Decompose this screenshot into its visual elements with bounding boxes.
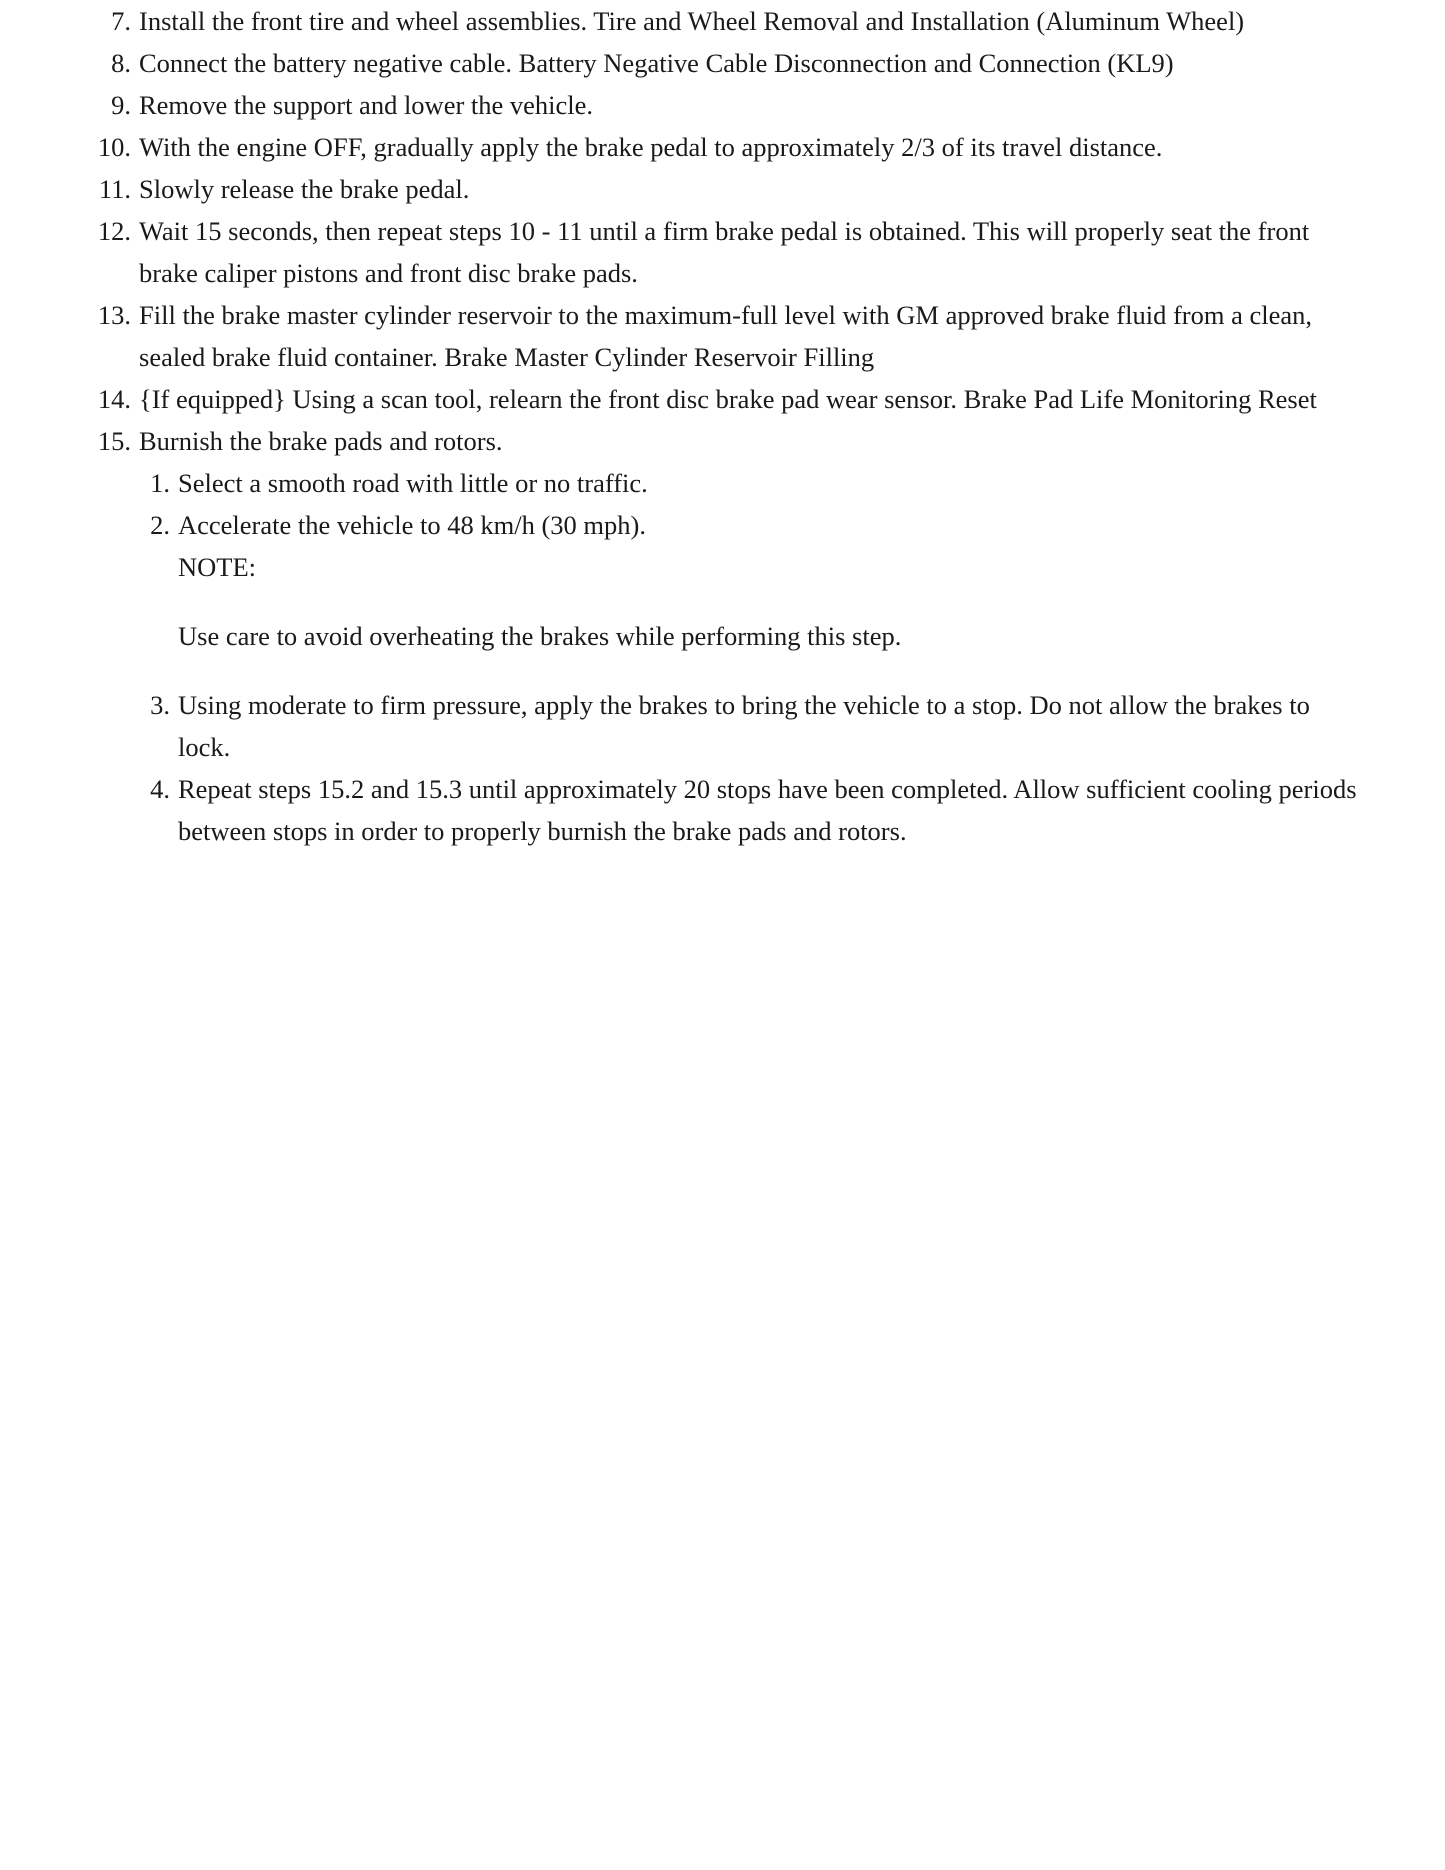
step-text: Remove the support and lower the vehicle. — [139, 90, 594, 120]
step-number: 10. — [97, 132, 131, 162]
burnish-substeps-list — [150, 462, 1359, 852]
step-8 — [111, 42, 1359, 84]
step-text: Install the front tire and wheel assemblies. Tire and Wheel Removal and Installation (Aluminum Wheel) — [139, 6, 1245, 36]
step-text: Fill the brake master cylinder reservoir to the maximum-full level with GM approved brake fluid from a clean, sealed brake fluid container. Brake Master Cylinder Reservoir Filling — [139, 300, 1312, 372]
step-7 — [111, 0, 1359, 42]
substep-text: Accelerate the vehicle to 48 km/h (30 mph). — [178, 510, 646, 540]
step-number: 13. — [97, 300, 131, 330]
substep-number: 2. — [150, 510, 170, 540]
step-number: 9. — [111, 90, 131, 120]
procedure-steps-list — [97, 0, 1359, 852]
step-15 — [97, 420, 1359, 852]
step-number: 14. — [97, 384, 131, 414]
substep-4 — [150, 768, 1359, 852]
note-text: Use care to avoid overheating the brakes while performing this step. — [178, 621, 902, 651]
step-number: 15. — [97, 426, 131, 456]
step-12 — [97, 210, 1359, 294]
step-10 — [97, 126, 1359, 168]
substep-number: 4. — [150, 774, 170, 804]
step-number: 12. — [97, 216, 131, 246]
substep-text: Using moderate to firm pressure, apply the brakes to bring the vehicle to a stop. Do not allow the brakes to lock. — [178, 690, 1310, 762]
step-9 — [111, 84, 1359, 126]
step-text: {If equipped} Using a scan tool, relearn the front disc brake pad wear sensor. Brake Pad Life Monitoring Reset — [139, 384, 1317, 414]
step-number: 11. — [98, 174, 131, 204]
substep-text: Select a smooth road with little or no traffic. — [178, 468, 648, 498]
substep-number: 3. — [150, 690, 170, 720]
step-text: With the engine OFF, gradually apply the brake pedal to approximately 2/3 of its travel distance. — [139, 132, 1163, 162]
step-text: Connect the battery negative cable. Battery Negative Cable Disconnection and Connection (KL9) — [139, 48, 1174, 78]
substep-number: 1. — [150, 468, 170, 498]
step-14 — [97, 378, 1359, 420]
step-text: Slowly release the brake pedal. — [139, 174, 470, 204]
substep-1 — [150, 462, 1359, 504]
step-13 — [97, 294, 1359, 378]
substep-2 — [150, 504, 1359, 657]
step-number: 8. — [111, 48, 131, 78]
substep-3 — [150, 684, 1359, 768]
step-text: Burnish the brake pads and rotors. — [139, 426, 503, 456]
step-11 — [98, 168, 1359, 210]
step-text: Wait 15 seconds, then repeat steps 10 - 11 until a firm brake pedal is obtained. This will properly seat the front brake caliper pistons and front disc brake pads. — [139, 216, 1310, 288]
substep-text: Repeat steps 15.2 and 15.3 until approximately 20 stops have been completed. Allow sufficient cooling periods between stops in order to properly burnish the brake pads and rotors. — [178, 774, 1357, 846]
note-label: NOTE: — [178, 552, 257, 582]
step-number: 7. — [111, 6, 131, 36]
